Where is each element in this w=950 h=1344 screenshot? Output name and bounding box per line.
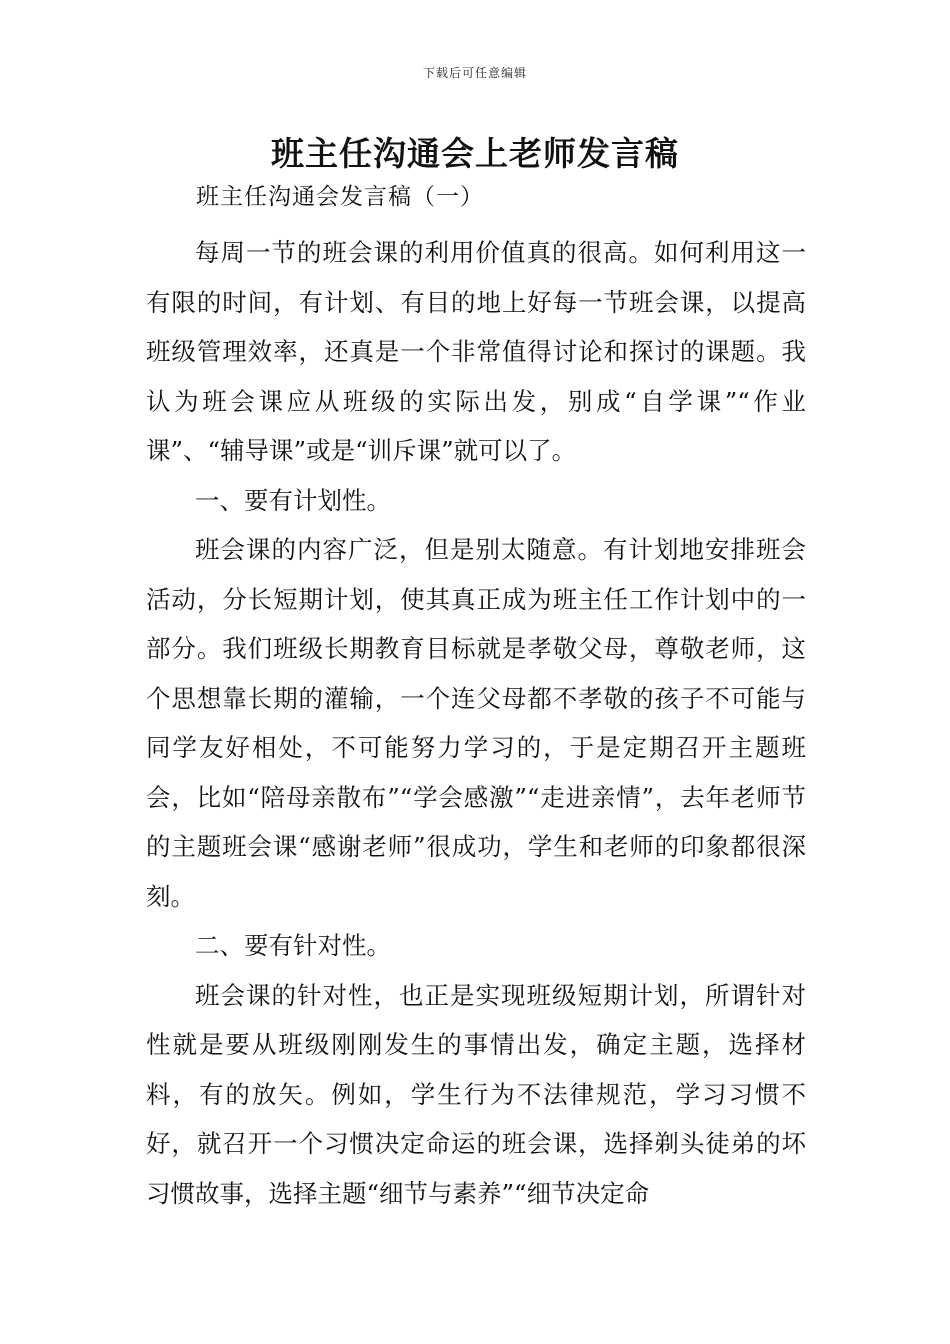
document-subtitle: 班主任沟通会发言稿（一）: [196, 184, 484, 210]
paragraph-targeting: 班会课的针对性，也正是实现班级短期计划，所谓针对性就是要从班级刚刚发生的事情出发，确定主题，选择材料，有的放矢。例如，学生行为不法律规范，学习习惯不好，就召开一个习惯决定命运的班会课，选择剃头徒弟的坏习惯故事，选择主题“细节与素养”“细节决定命: [146, 980, 806, 1208]
paragraph-intro: 每周一节的班会课的利用价值真的很高。如何利用这一有限的时间，有计划、有目的地上好每一节班会课，以提高班级管理效率，还真是一个非常值得讨论和探讨的课题。我认为班会课应从班级的实际出发，别成“自学课”“作业课”、“辅导课”或是“训斥课”就可以了。: [146, 238, 806, 465]
document-title: 班主任沟通会上老师发言稿: [271, 134, 679, 173]
header-note: 下载后可任意编辑: [422, 66, 527, 80]
paragraph-planning: 班会课的内容广泛，但是别太随意。有计划地安排班会活动，分长短期计划，使其真正成为班主任工作计划中的一部分。我们班级长期教育目标就是孝敬父母，尊敬老师，这个思想靠长期的灌输，一个连父母都不孝敬的孩子不可能与同学友好相处，不可能努力学习的，于是定期召开主题班会，比如“陪母亲散布”“学会感激”“走进亲情”，去年老师节的主题班会课“感谢老师”很成功，学生和老师的印象都很深刻。: [146, 535, 806, 911]
section-heading-targeting: 二、要有针对性。: [195, 931, 391, 960]
section-heading-planning: 一、要有计划性。: [195, 485, 391, 515]
document-body: [146, 228, 806, 1218]
